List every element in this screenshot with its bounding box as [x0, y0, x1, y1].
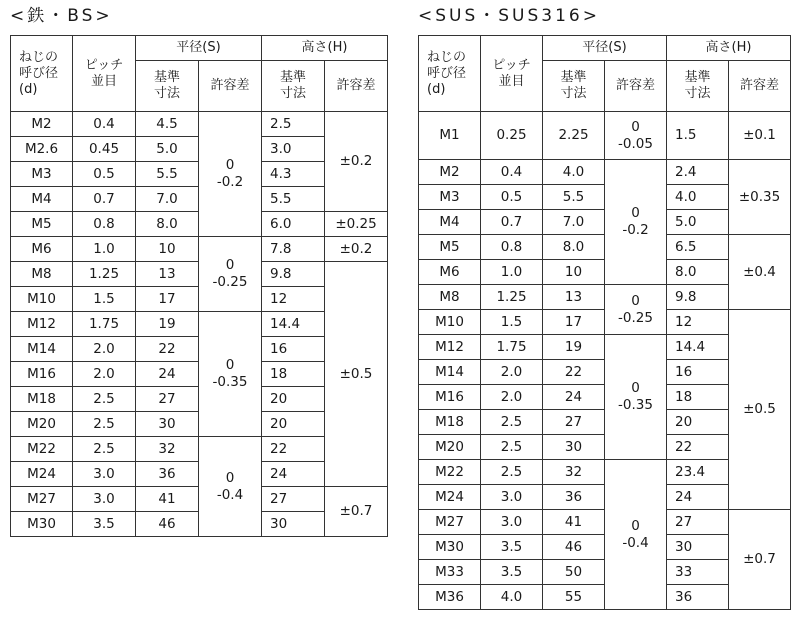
s-basic-cell: 13: [543, 285, 605, 310]
h-basic-cell: 14.4: [667, 335, 729, 360]
h-tolerance-cell: ±0.7: [325, 487, 388, 537]
s-basic-cell: 13: [136, 262, 199, 287]
h-basic-cell: 4.3: [262, 162, 325, 187]
nominal-size-cell: M10: [419, 310, 481, 335]
h-basic-cell: 6.5: [667, 235, 729, 260]
h-basic-cell: 3.0: [262, 137, 325, 162]
h-tolerance-cell: ±0.35: [729, 160, 791, 235]
h-tolerance-cell: ±0.2: [325, 237, 388, 262]
s-basic-cell: 46: [543, 535, 605, 560]
nominal-size-cell: M30: [11, 512, 73, 537]
s-basic-cell: 32: [136, 437, 199, 462]
nominal-size-cell: M5: [419, 235, 481, 260]
pitch-cell: 1.25: [73, 262, 136, 287]
s-basic-cell: 41: [136, 487, 199, 512]
header-h-basic: 基準 寸法: [262, 61, 325, 112]
nominal-size-cell: M20: [419, 435, 481, 460]
h-basic-cell: 27: [262, 487, 325, 512]
pitch-cell: 0.8: [73, 212, 136, 237]
s-basic-cell: 5.5: [136, 162, 199, 187]
pitch-cell: 3.0: [73, 462, 136, 487]
pitch-cell: 0.5: [481, 185, 543, 210]
s-basic-cell: 10: [543, 260, 605, 285]
h-basic-cell: 16: [667, 360, 729, 385]
table-row: [11, 237, 388, 262]
s-basic-cell: 41: [543, 510, 605, 535]
pitch-cell: 1.75: [481, 335, 543, 360]
nominal-size-cell: M16: [11, 362, 73, 387]
pitch-cell: 2.0: [73, 362, 136, 387]
nominal-size-cell: M18: [11, 387, 73, 412]
nominal-size-cell: M3: [419, 185, 481, 210]
pitch-cell: 4.0: [481, 585, 543, 610]
pitch-cell: 2.0: [481, 360, 543, 385]
s-basic-cell: 24: [136, 362, 199, 387]
s-tolerance-cell: 0 -0.25: [605, 285, 667, 335]
s-tolerance-cell: 0 -0.4: [605, 460, 667, 610]
pitch-cell: 2.0: [481, 385, 543, 410]
header-s-basic: 基準 寸法: [136, 61, 199, 112]
pitch-cell: 3.5: [481, 560, 543, 585]
nominal-size-cell: M27: [11, 487, 73, 512]
nominal-size-cell: M14: [11, 337, 73, 362]
nominal-size-cell: M4: [11, 187, 73, 212]
h-basic-cell: 18: [667, 385, 729, 410]
header-s-basic: 基準 寸法: [543, 61, 605, 112]
pitch-cell: 1.5: [73, 287, 136, 312]
s-basic-cell: 55: [543, 585, 605, 610]
nominal-size-cell: M20: [11, 412, 73, 437]
s-tolerance-cell: 0 -0.05: [605, 112, 667, 160]
h-tolerance-cell: ±0.5: [729, 310, 791, 510]
h-basic-cell: 12: [667, 310, 729, 335]
h-basic-cell: 36: [667, 585, 729, 610]
pitch-cell: 2.5: [481, 460, 543, 485]
pitch-cell: 1.25: [481, 285, 543, 310]
h-basic-cell: 14.4: [262, 312, 325, 337]
nominal-size-cell: M8: [419, 285, 481, 310]
h-basic-cell: 12: [262, 287, 325, 312]
h-basic-cell: 9.8: [667, 285, 729, 310]
pitch-cell: 1.5: [481, 310, 543, 335]
table-row: [11, 112, 388, 137]
h-basic-cell: 1.5: [667, 112, 729, 160]
nominal-size-cell: M30: [419, 535, 481, 560]
pitch-cell: 1.0: [73, 237, 136, 262]
header-row: [11, 36, 388, 61]
s-basic-cell: 22: [543, 360, 605, 385]
header-nominal-diameter: ねじの 呼び径 (d): [419, 36, 481, 112]
nominal-size-cell: M4: [419, 210, 481, 235]
h-tolerance-cell: ±0.1: [729, 112, 791, 160]
pitch-cell: 2.0: [73, 337, 136, 362]
left-table-title: <鉄・BS>: [10, 6, 113, 26]
nominal-size-cell: M3: [11, 162, 73, 187]
h-basic-cell: 8.0: [667, 260, 729, 285]
s-basic-cell: 24: [543, 385, 605, 410]
s-basic-cell: 46: [136, 512, 199, 537]
h-basic-cell: 5.0: [667, 210, 729, 235]
nominal-size-cell: M8: [11, 262, 73, 287]
h-basic-cell: 18: [262, 362, 325, 387]
pitch-cell: 0.7: [481, 210, 543, 235]
nominal-size-cell: M16: [419, 385, 481, 410]
s-basic-cell: 4.5: [136, 112, 199, 137]
s-basic-cell: 8.0: [543, 235, 605, 260]
pitch-cell: 2.5: [481, 410, 543, 435]
nominal-size-cell: M24: [419, 485, 481, 510]
header-s-tolerance: 許容差: [199, 61, 262, 112]
header-h-basic: 基準 寸法: [667, 61, 729, 112]
nominal-size-cell: M12: [11, 312, 73, 337]
s-basic-cell: 22: [136, 337, 199, 362]
pitch-cell: 3.0: [73, 487, 136, 512]
s-basic-cell: 30: [543, 435, 605, 460]
header-height: 高さ(H): [262, 36, 388, 61]
h-basic-cell: 16: [262, 337, 325, 362]
pitch-cell: 0.7: [73, 187, 136, 212]
h-tolerance-cell: ±0.5: [325, 262, 388, 487]
pitch-cell: 3.5: [73, 512, 136, 537]
h-basic-cell: 20: [262, 412, 325, 437]
nominal-size-cell: M2: [11, 112, 73, 137]
h-basic-cell: 9.8: [262, 262, 325, 287]
s-basic-cell: 36: [136, 462, 199, 487]
pitch-cell: 0.5: [73, 162, 136, 187]
nominal-size-cell: M6: [11, 237, 73, 262]
h-basic-cell: 23.4: [667, 460, 729, 485]
pitch-cell: 3.5: [481, 535, 543, 560]
s-basic-cell: 10: [136, 237, 199, 262]
header-pitch: ピッチ 並目: [481, 36, 543, 112]
header-flat-diameter: 平径(S): [136, 36, 262, 61]
pitch-cell: 2.5: [73, 412, 136, 437]
header-nominal-diameter: ねじの 呼び径 (d): [11, 36, 73, 112]
s-basic-cell: 19: [136, 312, 199, 337]
s-basic-cell: 36: [543, 485, 605, 510]
table-row: [419, 112, 791, 160]
h-basic-cell: 4.0: [667, 185, 729, 210]
header-pitch: ピッチ 並目: [73, 36, 136, 112]
header-flat-diameter: 平径(S): [543, 36, 667, 61]
nominal-size-cell: M18: [419, 410, 481, 435]
h-basic-cell: 27: [667, 510, 729, 535]
s-basic-cell: 27: [543, 410, 605, 435]
nominal-size-cell: M2: [419, 160, 481, 185]
s-basic-cell: 50: [543, 560, 605, 585]
h-basic-cell: 2.4: [667, 160, 729, 185]
h-basic-cell: 30: [667, 535, 729, 560]
h-basic-cell: 20: [667, 410, 729, 435]
nominal-size-cell: M22: [419, 460, 481, 485]
s-basic-cell: 32: [543, 460, 605, 485]
s-basic-cell: 5.5: [543, 185, 605, 210]
s-basic-cell: 7.0: [136, 187, 199, 212]
pitch-cell: 3.0: [481, 485, 543, 510]
header-row: [419, 36, 791, 61]
s-basic-cell: 7.0: [543, 210, 605, 235]
s-basic-cell: 8.0: [136, 212, 199, 237]
pitch-cell: 2.5: [73, 387, 136, 412]
nominal-size-cell: M36: [419, 585, 481, 610]
h-basic-cell: 2.5: [262, 112, 325, 137]
h-basic-cell: 22: [667, 435, 729, 460]
h-tolerance-cell: ±0.4: [729, 235, 791, 310]
nominal-size-cell: M10: [11, 287, 73, 312]
h-tolerance-cell: ±0.7: [729, 510, 791, 610]
s-basic-cell: 17: [136, 287, 199, 312]
h-basic-cell: 20: [262, 387, 325, 412]
s-tolerance-cell: 0 -0.35: [605, 335, 667, 460]
s-basic-cell: 5.0: [136, 137, 199, 162]
s-basic-cell: 17: [543, 310, 605, 335]
s-basic-cell: 2.25: [543, 112, 605, 160]
pitch-cell: 2.5: [73, 437, 136, 462]
h-basic-cell: 22: [262, 437, 325, 462]
s-tolerance-cell: 0 -0.35: [199, 312, 262, 437]
header-h-tolerance: 許容差: [729, 61, 791, 112]
s-tolerance-cell: 0 -0.2: [605, 160, 667, 285]
nominal-size-cell: M14: [419, 360, 481, 385]
nominal-size-cell: M27: [419, 510, 481, 535]
h-basic-cell: 5.5: [262, 187, 325, 212]
pitch-cell: 0.4: [481, 160, 543, 185]
pitch-cell: 0.8: [481, 235, 543, 260]
h-basic-cell: 24: [667, 485, 729, 510]
h-basic-cell: 33: [667, 560, 729, 585]
nominal-size-cell: M5: [11, 212, 73, 237]
s-basic-cell: 27: [136, 387, 199, 412]
h-basic-cell: 6.0: [262, 212, 325, 237]
right-table-title: <SUS・SUS316>: [418, 6, 600, 26]
s-basic-cell: 4.0: [543, 160, 605, 185]
nominal-size-cell: M1: [419, 112, 481, 160]
s-tolerance-cell: 0 -0.2: [199, 112, 262, 237]
pitch-cell: 0.4: [73, 112, 136, 137]
pitch-cell: 1.75: [73, 312, 136, 337]
h-tolerance-cell: ±0.2: [325, 112, 388, 212]
nominal-size-cell: M12: [419, 335, 481, 360]
nominal-size-cell: M6: [419, 260, 481, 285]
h-basic-cell: 7.8: [262, 237, 325, 262]
iron-bs-dimension-table: [10, 35, 388, 537]
s-tolerance-cell: 0 -0.4: [199, 437, 262, 537]
header-height: 高さ(H): [667, 36, 791, 61]
s-basic-cell: 30: [136, 412, 199, 437]
pitch-cell: 1.0: [481, 260, 543, 285]
nominal-size-cell: M22: [11, 437, 73, 462]
nominal-size-cell: M24: [11, 462, 73, 487]
header-s-tolerance: 許容差: [605, 61, 667, 112]
table-row: [419, 160, 791, 185]
h-tolerance-cell: ±0.25: [325, 212, 388, 237]
nominal-size-cell: M33: [419, 560, 481, 585]
pitch-cell: 0.45: [73, 137, 136, 162]
sus-sus316-dimension-table: [418, 35, 791, 610]
s-basic-cell: 19: [543, 335, 605, 360]
h-basic-cell: 24: [262, 462, 325, 487]
pitch-cell: 3.0: [481, 510, 543, 535]
nominal-size-cell: M2.6: [11, 137, 73, 162]
header-h-tolerance: 許容差: [325, 61, 388, 112]
pitch-cell: 0.25: [481, 112, 543, 160]
pitch-cell: 2.5: [481, 435, 543, 460]
s-tolerance-cell: 0 -0.25: [199, 237, 262, 312]
h-basic-cell: 30: [262, 512, 325, 537]
